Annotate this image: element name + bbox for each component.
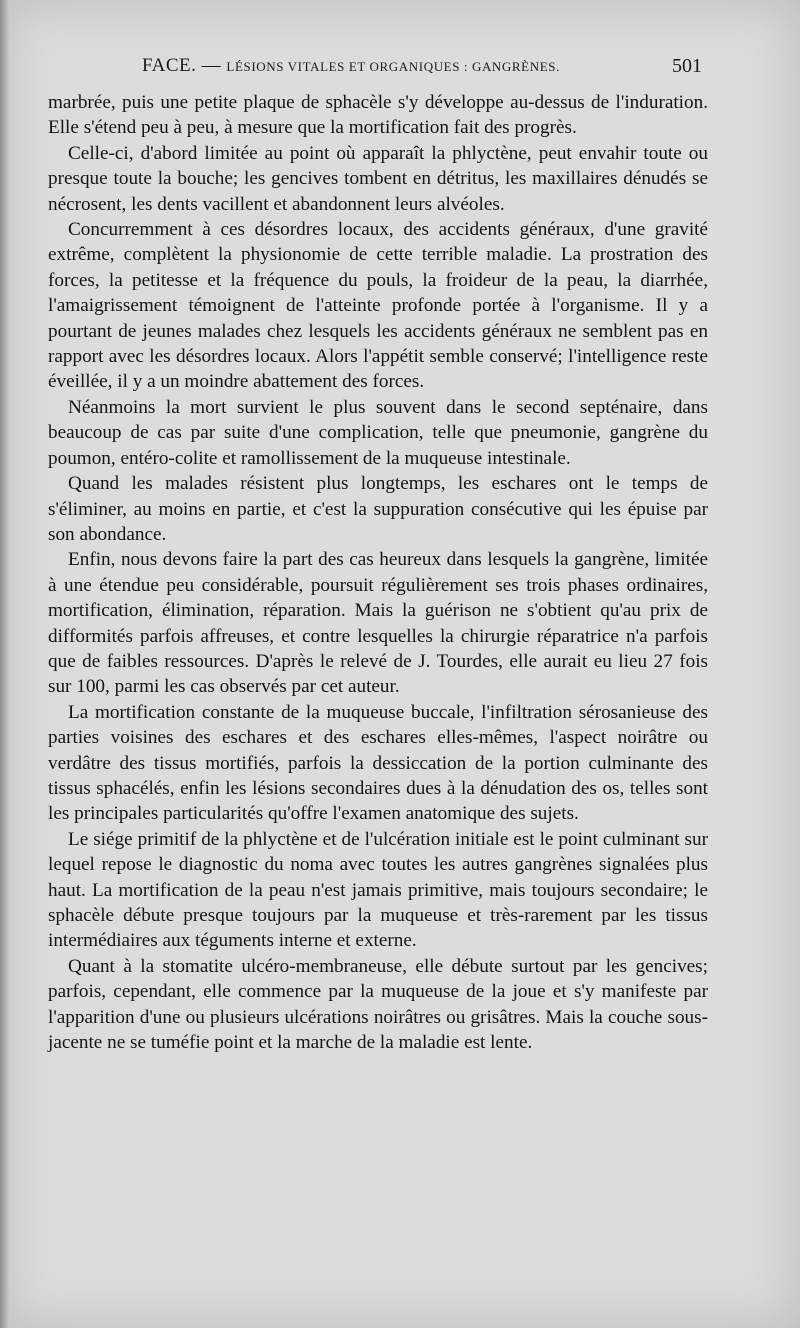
page-number: 501	[672, 55, 702, 77]
paragraph-6: Enfin, nous devons faire la part des cas heureux dans lesquels la gangrène, limitée à une étendue peu considérable, poursuit régulièrement ses trois phases ordinaires, mortification, élimination, réparation. Mais la guérison ne s'obtient qu'au prix de difformités parfois affreuses, et contre lesquelles la chirurgie réparatrice n'a parfois que de faibles ressources. D'après le relevé de J. Tourdes, elle aurait eu lieu 27 fois sur 100, parmi les cas observés par cet auteur.	[48, 549, 708, 698]
header-subtitle: LÉSIONS VITALES ET ORGANIQUES : GANGRÈNES.	[226, 59, 560, 74]
paragraph-3: Concurremment à ces désordres locaux, des accidents généraux, d'une gravité extrême, complètent la physionomie de cette terrible maladie. La prostration des forces, la petitesse et la fréquence du pouls, la froideur de la peau, la diarrhée, l'amaigrissement témoignent de l'atteinte profonde portée à l'organisme. Il y a pourtant de jeunes malades chez lesquels les accidents généraux ne semblent pas en rapport avec les désordres locaux. Alors l'appétit semble conservé; l'intelligence reste éveillée, il y a un moindre abattement des forces.	[48, 219, 708, 393]
page-gutter	[0, 0, 10, 1328]
paragraph-4: Néanmoins la mort survient le plus souvent dans le second septénaire, dans beaucoup de cas par suite d'une complication, telle que pneumonie, gangrène du poumon, entéro-colite et ramollissement de la muqueuse intestinale.	[48, 396, 708, 469]
paragraph-9: Quant à la stomatite ulcéro-membraneuse, elle débute surtout par les gencives; parfois, cependant, elle commence par la muqueuse de la joue et s'y manifeste par l'apparition d'une ou plusieurs ulcérations noirâtres ou grisâtres. Mais la couche sous-jacente ne se tuméfie point et la marche de la maladie est lente.	[48, 955, 708, 1054]
header-separator: —	[201, 55, 222, 76]
paragraph-1: marbrée, puis une petite plaque de sphacèle s'y développe au-dessus de l'induration. Elle s'étend peu à peu, à mesure que la mortification fait des progrès.	[48, 92, 708, 139]
paragraph-7: La mortification constante de la muqueuse buccale, l'infiltration sérosanieuse des parties voisines des eschares et des eschares elles-mêmes, l'aspect noirâtre ou verdâtre des tissus mortifiés, parfois la dessiccation de la portion culminante des tissus sphacélés, enfin les lésions secondaires dues à la dénudation des os, telles sont les principales particularités qu'offre l'examen anatomique des sujets.	[48, 701, 708, 825]
header-section: FACE.	[142, 55, 197, 76]
running-head	[60, 55, 710, 81]
running-head-title	[142, 55, 560, 77]
paragraph-5: Quand les malades résistent plus longtemps, les eschares ont le temps de s'éliminer, au moins en partie, et c'est la suppuration consécutive qui les épuise par son abondance.	[48, 473, 708, 545]
paragraph-8: Le siége primitif de la phlyctène et de l'ulcération initiale est le point culminant sur lequel repose le diagnostic du noma avec toutes les autres gangrènes signalées plus haut. La mortification de la peau n'est jamais primitive, mais toujours secondaire; le sphacèle débute presque toujours par la muqueuse et très-rarement par les tissus intermédiaires aux téguments interne et externe.	[48, 828, 708, 952]
body-text	[48, 90, 708, 1055]
paragraph-2: Celle-ci, d'abord limitée au point où apparaît la phlyctène, peut envahir toute ou presque toute la bouche; les gencives tombent en détritus, les maxillaires dénudés se nécrosent, les dents vacillent et abandonnent leurs alvéoles.	[48, 142, 708, 215]
